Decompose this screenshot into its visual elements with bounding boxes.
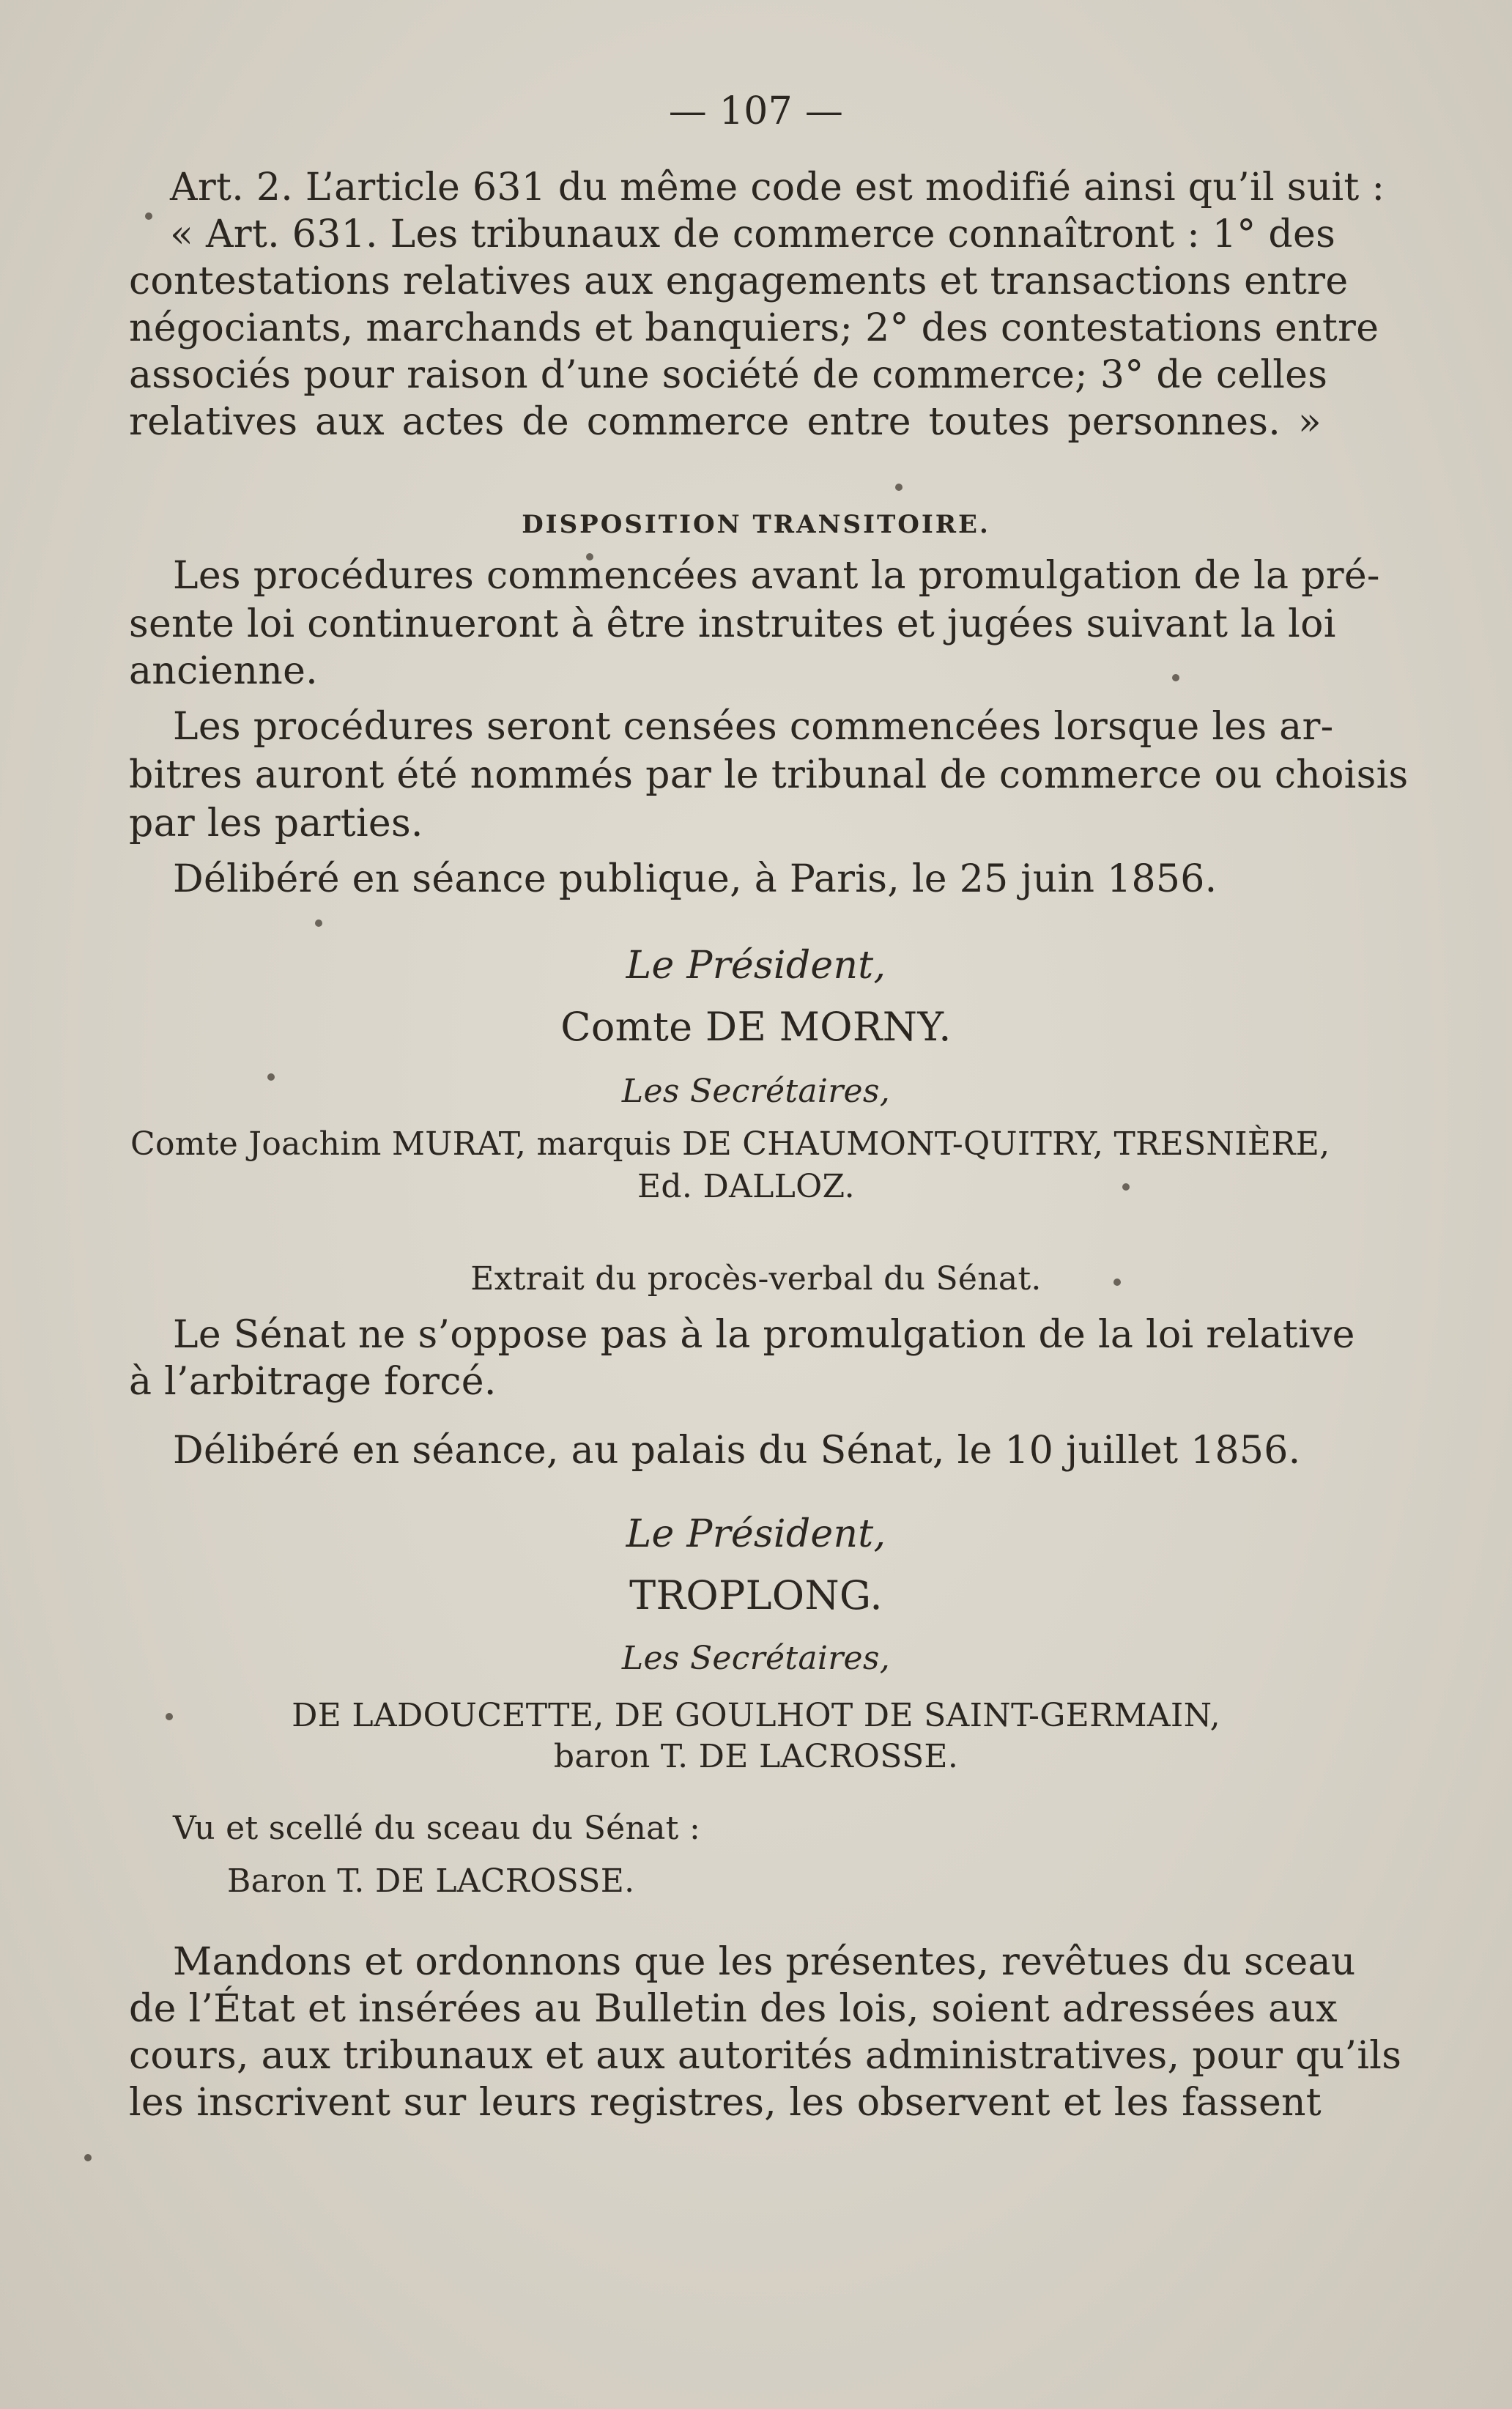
secretaries-title: Les Secrétaires, (621, 1073, 891, 1110)
paper-speck (895, 484, 903, 491)
text-line: de l’État et insérées au Bulletin des lois, soient adressées aux (129, 1987, 1338, 2031)
paper-speck (145, 212, 152, 220)
page-number: — 107 — (668, 89, 844, 133)
text-line: Art. 2. L’article 631 du même code est modifié ainsi qu’il suit : (170, 166, 1385, 210)
text-line: par les parties. (129, 802, 423, 845)
secretaries-names: baron T. DE LACROSSE. (553, 1738, 959, 1775)
president-name: TROPLONG. (629, 1572, 883, 1618)
text-line: Délibéré en séance publique, à Paris, le 25 juin 1856. (173, 857, 1218, 901)
paper-speck (1172, 674, 1179, 681)
secretaries-names: Comte Joachim MURAT, marquis DE CHAUMONT-QUITRY, TRESNIÈRE, (130, 1125, 1330, 1163)
paper-speck (315, 919, 322, 927)
section-heading: DISPOSITION TRANSITOIRE. (522, 510, 990, 539)
text-line: relatives aux actes de commerce entre toutes personnes. » (129, 400, 1322, 444)
text-line: sente loi continueront à être instruites et jugées suivant la loi (129, 602, 1336, 646)
seal-name: Baron T. DE LACROSSE. (227, 1862, 635, 1900)
text-line: « Art. 631. Les tribunaux de commerce connaîtront : 1° des (170, 212, 1336, 256)
text-line: Délibéré en séance, au palais du Sénat, le 10 juillet 1856. (173, 1429, 1301, 1473)
extract-heading: Extrait du procès-verbal du Sénat. (470, 1260, 1042, 1298)
text-line: Les procédures commencées avant la promulgation de la pré- (173, 554, 1380, 598)
paper-speck (1122, 1183, 1130, 1191)
secretaries-title: Les Secrétaires, (621, 1640, 891, 1677)
text-line: Le Sénat ne s’oppose pas à la promulgation de la loi relative (173, 1313, 1355, 1357)
president-title: Le Président, (626, 944, 886, 988)
president-name: Comte DE MORNY. (560, 1004, 952, 1050)
text-line: négociants, marchands et banquiers; 2° des contestations entre (129, 306, 1379, 350)
text-line: cours, aux tribunaux et aux autorités administratives, pour qu’ils (129, 2034, 1402, 2078)
text-line: ancienne. (129, 649, 319, 693)
text-line: associés pour raison d’une société de commerce; 3° de celles (129, 353, 1328, 397)
text-line: contestations relatives aux engagements et transactions entre (129, 259, 1349, 303)
text-line: les inscrivent sur leurs registres, les observent et les fassent (129, 2081, 1322, 2125)
text-line: à l’arbitrage forcé. (129, 1360, 497, 1404)
paper-speck (84, 2154, 92, 2161)
text-line: Les procédures seront censées commencées lorsque les ar- (173, 705, 1334, 749)
secretaries-names: Ed. DALLOZ. (637, 1168, 855, 1205)
president-title: Le Président, (626, 1512, 886, 1556)
secretaries-names: DE LADOUCETTE, DE GOULHOT DE SAINT-GERMAIN, (292, 1697, 1220, 1734)
seal-line: Vu et scellé du sceau du Sénat : (173, 1810, 701, 1847)
text-line: bitres auront été nommés par le tribunal de commerce ou choisis (129, 753, 1409, 797)
text-line: Mandons et ordonnons que les présentes, revêtues du sceau (173, 1940, 1356, 1984)
